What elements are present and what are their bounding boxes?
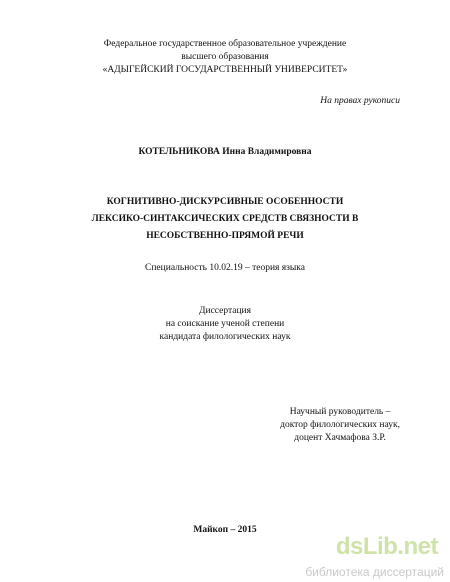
supervisor-line-1: Научный руководитель –	[289, 407, 391, 417]
thesis-title-line-2: ЛЕКСИКО-СИНТАКСИЧЕСКИХ СРЕДСТВ СВЯЗНОСТИ В	[91, 214, 359, 224]
thesis-title-line-3: НЕСОБСТВЕННО-ПРЯМОЙ РЕЧИ	[146, 231, 304, 241]
dissertation-label: Диссертация	[199, 306, 251, 316]
author-name: КОТЕЛЬНИКОВА Инна Владимировна	[138, 147, 312, 157]
watermark-logo: dsLib.net	[335, 533, 438, 560]
watermark	[305, 533, 450, 582]
supervisor-block	[280, 406, 400, 445]
institution-name: «АДЫГЕЙСКИЙ ГОСУДАРСТВЕННЫЙ УНИВЕРСИТЕТ»	[102, 65, 348, 75]
watermark-subtitle: библиотека диссертаций	[305, 565, 444, 579]
degree-line-1: на соискание ученой степени	[165, 319, 285, 329]
manuscript-rights-label: На правах рукописи	[320, 96, 400, 106]
specialty-line: Специальность 10.02.19 – теория языка	[145, 263, 305, 273]
thesis-title-line-1: КОГНИТИВНО-ДИСКУРСИВНЫЕ ОСОБЕННОСТИ	[106, 197, 344, 207]
city-year: Майкоп – 2015	[193, 525, 257, 535]
supervisor-line-3: доцент Хачмафова З.Р.	[294, 433, 386, 443]
institution-line-2: высшего образования	[181, 52, 269, 62]
degree-line-2: кандидата филологических наук	[159, 332, 291, 342]
supervisor-line-2: доктор филологических наук,	[280, 420, 400, 430]
institution-line-1: Федеральное государственное образовательное учреждение	[103, 39, 347, 49]
